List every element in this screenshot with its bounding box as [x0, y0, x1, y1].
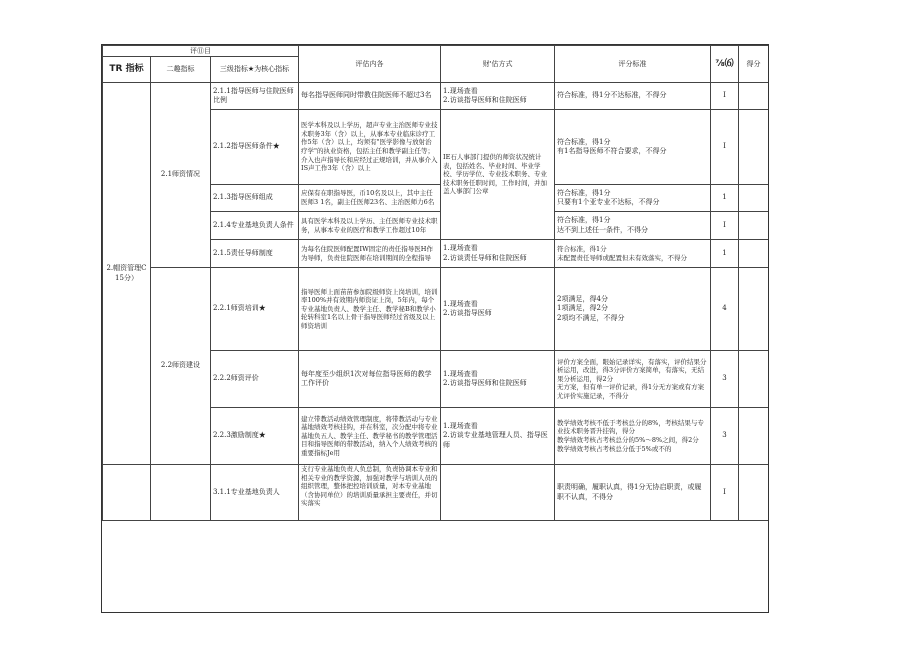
score-311: [739, 465, 769, 521]
standard-311: 职责明确，履职认真，得1分无协启职责，或履职不认真，不得分: [555, 465, 711, 521]
points-222: 3: [711, 351, 739, 408]
indicator-211: 2.1.1指导医师与住院医师比例: [211, 83, 299, 110]
header-primary: TR 指标: [103, 57, 151, 83]
standard-211: 符合标准，得1分不达标准，不得分: [555, 83, 711, 110]
standard-212: 符合标准，得1分 有1名指导医师不符合要求，不得分: [555, 110, 711, 185]
header-method: 财'估方式: [441, 46, 555, 83]
method-221: 1.现场查看 2.访谈指导医师: [441, 268, 555, 351]
indicator-212: 2.1.2指导医师条件★: [211, 110, 299, 185]
header-secondary: 二趣指标: [151, 57, 211, 83]
points-215: 1: [711, 240, 739, 268]
score-211: [739, 83, 769, 110]
standard-214: 符合标准，得1分 达不到上述任一条件，不得分: [555, 212, 711, 240]
points-211: I: [711, 83, 739, 110]
content-222: 每年度至少组织1次对每位指导医师的教学工作评价: [299, 351, 441, 408]
method-211: 1.现场查看 2.访谈指导医师和住院医师: [441, 83, 555, 110]
score-215: [739, 240, 769, 268]
method-223: 1.现场查看 2.访谈专业基地管理人员、指导医师: [441, 408, 555, 465]
indicator-214: 2.1.4专业基地负责人条件: [211, 212, 299, 240]
header-tertiary: 三级指标★为核心指标: [211, 57, 299, 83]
points-311: I: [711, 465, 739, 521]
content-221: 指导医师上面苗苗参加院级师资上岗培训，培训率100%并有效期内师资证上岗，5年内，每个专业基地负责人、教学主任、教学秘B和教学小轮转科室1名以上骨干指导医师经过省级及以上师资培训: [299, 268, 441, 351]
header-points: ⅞⑹: [711, 46, 739, 83]
content-212: 医学本科及以上学历，超声专业主治医师专业技术职务3年（含）以上，从事本专业临床诊疗工作5年（含）以上，均须有"医学影像与放射治疗学"的执业资格，包括主任和教学副主任等；介入也声指导长和应经过正规培训，并从事介入IS声工作3年（含）以上: [299, 110, 441, 185]
header-score: 得分: [739, 46, 769, 83]
indicator-311: 3.1.1专业基地负责人: [211, 465, 299, 521]
score-214: [739, 212, 769, 240]
header-group: 评⑪目: [103, 46, 299, 57]
header-standard: 评分标准: [555, 46, 711, 83]
method-311: [441, 465, 555, 521]
score-213: [739, 185, 769, 212]
method-222: 1.现场查看 2.访谈指导医师和住院医师: [441, 351, 555, 408]
primary-indicator-3: [103, 465, 151, 521]
points-212: I: [711, 110, 739, 185]
header-content: 评估内各: [299, 46, 441, 83]
evaluation-sheet: [101, 44, 769, 613]
table-row: [103, 268, 769, 351]
points-214: I: [711, 212, 739, 240]
content-211: 每名指导医师同时带教住院医师不超过3名: [299, 83, 441, 110]
standard-222: 评价方案全面，眼始记录详实，有落实，评价结果分析运用，改进，得3分评价方案简单，有落实，无结果分析运用，得2分 无方案，但有单一评价记录，得1分无方案或有方案尤评价实施记录，不得分: [555, 351, 711, 408]
points-221: 4: [711, 268, 739, 351]
standard-221: 2项满足，得4分 1项满足，得2分 2项均不满足，不得分: [555, 268, 711, 351]
score-212: [739, 110, 769, 185]
score-221: [739, 268, 769, 351]
standard-215: 符合标准，得1分 未配置责任导师或配置但未有效落实，不得分: [555, 240, 711, 268]
indicator-223: 2.2.3激励制度★: [211, 408, 299, 465]
indicator-221: 2.2.1师资培训★: [211, 268, 299, 351]
score-223: [739, 408, 769, 465]
standard-213: 符合标准，得1分 只要有1个亚专业不达标，不得分: [555, 185, 711, 212]
content-213: 应保有在职指导医，币10名及以上，其中主任医师3 1名，副主任医师23名、主治医师力6名: [299, 185, 441, 212]
standard-223: 教学绩效考核不低于考核总分的8%，考核结果与专业技术职务晋升挂钩，得分 教学绩效考核占考核总分的5%～8%之间，得2分 教学绩效考核占考核总分低于5%或不的: [555, 408, 711, 465]
table-row: [103, 465, 769, 521]
secondary-indicator-31: [151, 465, 211, 521]
content-215: 为每名住院医师配置IW固定的责任指导医H作为导师，负责住院医师在培训期间的全程指导: [299, 240, 441, 268]
points-213: 1: [711, 185, 739, 212]
score-222: [739, 351, 769, 408]
header-row-top: [103, 46, 769, 57]
content-311: 支行专业基地负责人负总制，负责协调本专业和相关专业的教学资源，加强对教学与培训人员的组织管理，整体把控培训质量，对本专业基地（含协同单位）的培训质量承担主要责任，并切实落实: [299, 465, 441, 521]
content-223: 建立带教活动绩效管理制度，将带教活动与专业基地绩效考核挂钩，并在科室，次分配中将专业基地负五人、教学主任、教学秘书的教学管理活目和指导医师的带教活动，纳入个人绩效考核的重要指标Je用: [299, 408, 441, 465]
indicator-213: 2.1.3指导医师组成: [211, 185, 299, 212]
secondary-indicator-22: 2.2师资建设: [151, 268, 211, 465]
indicator-215: 2.1.5责任导师制度: [211, 240, 299, 268]
content-214: 具有医学本科及以上学历、主任医师专业技术职务，从事本专业的医疗和教学工作超过10年: [299, 212, 441, 240]
indicator-222: 2.2.2师资评价: [211, 351, 299, 408]
secondary-indicator-21: 2.1师资情况: [151, 83, 211, 268]
table-row: [103, 83, 769, 110]
method-215: 1.现场查看 2.访谈责任导师和住院医师: [441, 240, 555, 268]
points-223: 3: [711, 408, 739, 465]
primary-indicator: 2.帽资管理C15分）: [103, 83, 151, 465]
method-212: IE石人事部门提供的师资状况统计表，包括姓名、毕业时间、毕业学校、学历学位、专业技术职务、专业技术职务任职时间，工作时间，并加盖人事部门公章: [441, 110, 555, 240]
evaluation-table: [102, 45, 769, 521]
